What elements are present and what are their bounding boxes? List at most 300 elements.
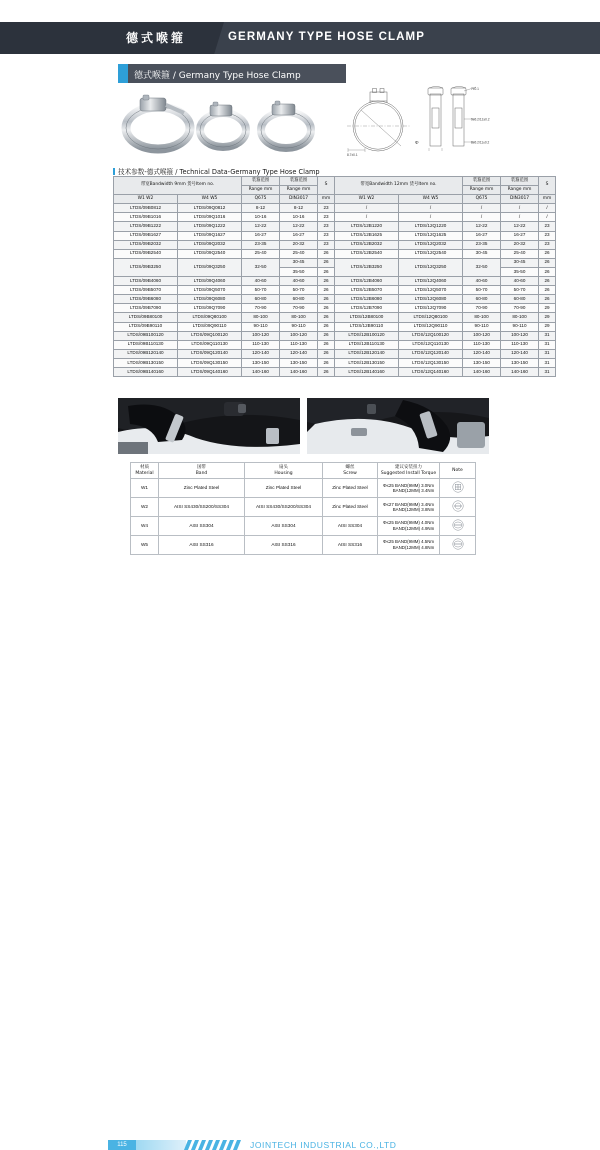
spec-cell-r-s: 26	[539, 258, 556, 267]
spec-head-q675-right: Q675	[463, 195, 501, 204]
spec-cell-l-s: 26	[318, 349, 335, 358]
spec-cell-r-w45: LTDS/12Q4060	[399, 277, 463, 286]
spec-cell-l-w45: LTDS/09Q2540	[178, 249, 242, 258]
spec-cell-r-s: /	[539, 204, 556, 213]
spec-cell-r-s2: 26	[539, 267, 556, 276]
spec-cell-r-q: 23-35	[463, 240, 501, 249]
spec-cell-r-s: 29	[539, 322, 556, 331]
material-cell-housing: AISI SS304	[245, 517, 323, 536]
material-head-housing	[245, 463, 323, 479]
drawing-dimension-labels	[347, 87, 490, 157]
application-photo-row	[118, 398, 487, 454]
spec-head-q675-left: Q675	[242, 195, 280, 204]
spec-cell-l-d: 140-160	[280, 367, 318, 376]
material-head-band-cn: 国带	[197, 465, 206, 470]
spec-cell-r-d: /	[501, 204, 539, 213]
spec-cell-l-d: 100-120	[280, 331, 318, 340]
spec-table-row	[114, 231, 556, 240]
spec-cell-r-w12: /	[335, 213, 399, 222]
spec-cell-l-d: 20-32	[280, 240, 318, 249]
spec-cell-r-q: 16-27	[463, 231, 501, 240]
spec-cell-r-s: 26	[539, 286, 556, 295]
spec-cell-r-w12: LTDS/12B5070	[335, 286, 399, 295]
spec-cell-r-d: 60-80	[501, 295, 539, 304]
spec-cell-l-d: 30-45	[280, 258, 318, 267]
spec-cell-r-s: 31	[539, 358, 556, 367]
spec-cell-l-w12: LTDS/09B6080	[114, 295, 178, 304]
material-cell-grade: W1	[131, 479, 159, 498]
spec-cell-r-s: 26	[539, 249, 556, 258]
spec-cell-r-s: 23	[539, 240, 556, 249]
hose-clamp-photos	[118, 88, 328, 158]
material-head-band-en: Band	[195, 470, 208, 476]
spec-cell-l-d: 70-90	[280, 304, 318, 313]
spec-cell-r-w45: LTDS/12Q2540	[399, 249, 463, 258]
spec-cell-r-q: 90-110	[463, 322, 501, 331]
spec-cell-l-w12: LTDS/09B120140	[114, 349, 178, 358]
footer-slash-decoration	[186, 1140, 244, 1150]
spec-cell-l-w12: LTDS/09B1222	[114, 222, 178, 231]
spec-cell-r-w12: LTDS/12B6080	[335, 295, 399, 304]
spec-cell-r-w45: LTDS/12Q2032	[399, 240, 463, 249]
technical-data-caption	[113, 166, 320, 176]
spec-cell-l-q: 10-16	[242, 213, 280, 222]
spec-cell-r-q: 32-50	[463, 258, 501, 276]
spec-cell-r-w12: LTDS/12B3250	[335, 258, 399, 276]
spec-cell-l-d: 10-16	[280, 213, 318, 222]
spec-cell-l-q: 23-35	[242, 240, 280, 249]
spec-cell-r-d2: 35-50	[501, 267, 539, 276]
dim-label-1: Φ	[415, 140, 419, 145]
spec-head-w1w2-left: W1 W2	[114, 195, 178, 204]
section-accent-marker	[118, 64, 128, 83]
spec-table-row	[114, 213, 556, 222]
spec-cell-l-w45: LTDS/09Q2032	[178, 240, 242, 249]
material-cell-torque	[378, 479, 440, 498]
page-header-bar	[0, 22, 600, 54]
spec-cell-r-d: 130-150	[501, 358, 539, 367]
spec-cell-r-s: 23	[539, 231, 556, 240]
spec-cell-l-w45: LTDS/09Q1016	[178, 213, 242, 222]
spec-cell-l-s: 26	[318, 322, 335, 331]
material-head-material	[131, 463, 159, 479]
material-cell-torque	[378, 498, 440, 517]
torque-line-2: BAND(12MM) 3.4Nm	[392, 488, 435, 494]
spec-cell-l-s: 23	[318, 222, 335, 231]
spec-cell-r-w45: LTDS/12Q5070	[399, 286, 463, 295]
spec-cell-r-s: 29	[539, 304, 556, 313]
spec-cell-l-q: 60-80	[242, 295, 280, 304]
spec-cell-r-w45: LTDS/12Q140160	[399, 367, 463, 376]
spec-cell-l-w45: LTDS/09Q1222	[178, 222, 242, 231]
spec-table-row	[114, 304, 556, 313]
spec-cell-l-q: 130-150	[242, 358, 280, 367]
spec-cell-l-s: 23	[318, 240, 335, 249]
clamp-dimension-drawing	[345, 86, 495, 160]
spec-group-left: 带宽Bandwidth 9mm 货号Item no.	[114, 177, 242, 195]
spec-cell-l-d: 40-60	[280, 277, 318, 286]
spec-cell-l-q: 140-160	[242, 367, 280, 376]
material-head-housing-en: Housing	[274, 470, 293, 476]
spec-cell-r-w45: /	[399, 204, 463, 213]
material-table-row	[131, 479, 476, 498]
spec-cell-l-d: 60-80	[280, 295, 318, 304]
material-cell-band: AISI SS304	[159, 517, 245, 536]
spec-table-row	[114, 322, 556, 331]
spec-cell-l-d: 25-40	[280, 249, 318, 258]
spec-cell-l-w12: LTDS/09B2540	[114, 249, 178, 258]
spec-cell-r-w45: LTDS/12Q100120	[399, 331, 463, 340]
torque-line-2: BAND(12MM) 3.8Nm	[392, 507, 435, 513]
spec-table-row	[114, 277, 556, 286]
spec-head-din-right: DIN3017	[501, 195, 539, 204]
spec-cell-r-s: 29	[539, 313, 556, 322]
spec-cell-r-w12: LTDS/12B100120	[335, 331, 399, 340]
spec-cell-l-s: 26	[318, 277, 335, 286]
torque-line-2: BAND(12MM) 4.9Nm	[392, 525, 435, 531]
spec-cell-l-w45: LTDS/09Q110130	[178, 340, 242, 349]
material-cell-grade: W5	[131, 535, 159, 554]
material-cell-note	[440, 517, 476, 536]
material-head-housing-cn: 扇头	[279, 465, 288, 470]
spec-cell-l-s: 26	[318, 286, 335, 295]
spec-cell-l-s: 26	[318, 258, 335, 267]
spec-cell-r-q: /	[463, 204, 501, 213]
spec-cell-l-q: 70-90	[242, 304, 280, 313]
material-head-material-en: Material	[135, 470, 154, 476]
dim-label-3: 9±0.2/12±0.2	[471, 117, 490, 122]
spec-cell-r-d: /	[501, 213, 539, 222]
spec-cell-l-d: 50-70	[280, 286, 318, 295]
section-title-bar	[118, 64, 346, 83]
spec-cell-r-w45: LTDS/12Q130150	[399, 358, 463, 367]
material-cell-screw: Zinc Plated Steel	[323, 479, 378, 498]
spec-cell-l-w12: LTDS/09B100120	[114, 331, 178, 340]
spec-cell-r-s: 31	[539, 367, 556, 376]
material-head-screw-en: Screw	[343, 470, 357, 476]
material-table-body	[131, 479, 476, 555]
spec-cell-r-d: 80-100	[501, 313, 539, 322]
spec-cell-r-s: /	[539, 213, 556, 222]
spec-cell-l-w12: LTDS/09B4060	[114, 277, 178, 286]
spec-table-row	[114, 204, 556, 213]
spec-cell-r-d: 25-40	[501, 249, 539, 258]
spec-cell-r-w12: LTDS/12B90110	[335, 322, 399, 331]
spec-cell-l-q: 50-70	[242, 286, 280, 295]
torque-line-1: Φ≤25 BAND(9MM) 3.0Nm	[382, 482, 435, 488]
dim-label-0: 8.7±0.1	[347, 153, 358, 157]
material-head-note: Note	[440, 463, 476, 479]
material-head-torque-en: Suggested Install Torque	[380, 470, 437, 476]
spec-table-head	[114, 177, 556, 204]
material-table	[130, 462, 476, 555]
spec-cell-r-w45: LTDS/12Q90110	[399, 322, 463, 331]
screw-head-icon-3	[452, 519, 464, 531]
clamp-photo-3	[261, 101, 311, 148]
spec-cell-r-w45: LTDS/12Q7090	[399, 304, 463, 313]
spec-cell-r-w12: LTDS/12B2032	[335, 240, 399, 249]
spec-cell-r-d: 40-60	[501, 277, 539, 286]
material-head-band	[159, 463, 245, 479]
spec-cell-l-q: 16-27	[242, 231, 280, 240]
spec-cell-l-w12: LTDS/09B7090	[114, 304, 178, 313]
spec-cell-r-w12: LTDS/12B7090	[335, 304, 399, 313]
material-cell-housing: AISI SS316	[245, 535, 323, 554]
dim-label-2: 7±0.1	[471, 87, 479, 91]
spec-cell-r-w45: LTDS/12Q3250	[399, 258, 463, 276]
spec-head-w1w2-right: W1 W2	[335, 195, 399, 204]
spec-cell-r-q: 80-100	[463, 313, 501, 322]
spec-cell-l-s: 26	[318, 249, 335, 258]
page-footer	[0, 568, 600, 1150]
spec-cell-r-d: 12-22	[501, 222, 539, 231]
material-head-torque	[378, 463, 440, 479]
spec-cell-r-w12: LTDS/12B120140	[335, 349, 399, 358]
spec-cell-l-d: 110-130	[280, 340, 318, 349]
spec-cell-l-w45: LTDS/09Q5070	[178, 286, 242, 295]
spec-cell-l-w12: LTDS/09B130150	[114, 358, 178, 367]
spec-cell-r-w12: LTDS/12B110130	[335, 340, 399, 349]
spec-table-row	[114, 331, 556, 340]
spec-cell-l-s: 26	[318, 331, 335, 340]
spec-cell-l-w45: LTDS/09Q100120	[178, 331, 242, 340]
spec-cell-l-w12: LTDS/09B2032	[114, 240, 178, 249]
spec-table-row	[114, 358, 556, 367]
spec-cell-l-d2: 35-50	[280, 267, 318, 276]
spec-cell-r-q: 50-70	[463, 286, 501, 295]
material-cell-band: Zinc Plated Steel	[159, 479, 245, 498]
header-wedge-shape	[196, 22, 224, 54]
material-table-head	[131, 463, 476, 479]
spec-cell-r-w12: /	[335, 204, 399, 213]
spec-cell-l-w12: LTDS/09B90110	[114, 322, 178, 331]
material-cell-band: AISI SS430/SS200/SS304	[159, 498, 245, 517]
material-cell-band: AISI SS316	[159, 535, 245, 554]
material-cell-note	[440, 535, 476, 554]
spec-cell-r-d: 100-120	[501, 331, 539, 340]
torque-line-1: Φ≤27 BAND(9MM) 3.4Nm	[382, 501, 435, 507]
spec-cell-l-w45: LTDS/09Q130150	[178, 358, 242, 367]
spec-cell-l-d: 130-150	[280, 358, 318, 367]
spec-cell-l-w12: LTDS/09B140160	[114, 367, 178, 376]
spec-cell-r-d: 16-27	[501, 231, 539, 240]
spec-cell-l-q: 25-40	[242, 249, 280, 258]
material-table-row	[131, 535, 476, 554]
spec-table-row	[114, 349, 556, 358]
technical-data-caption-text: 技术参数-德式喉箍 / Technical Data-Germany Type Hose Clamp	[118, 168, 320, 176]
specification-table	[113, 176, 556, 377]
spec-cell-l-w45: LTDS/09Q7090	[178, 304, 242, 313]
spec-cell-l-w45: LTDS/09Q3250	[178, 258, 242, 276]
spec-cell-r-w45: /	[399, 213, 463, 222]
spec-cell-l-w45: LTDS/09Q120140	[178, 349, 242, 358]
material-head-torque-cn: 建议安装扭力	[395, 465, 422, 470]
spec-cell-r-w12: LTDS/12B1625	[335, 231, 399, 240]
spec-table-row	[114, 222, 556, 231]
footer-slash	[233, 1140, 241, 1150]
spec-cell-l-w45: LTDS/09Q6080	[178, 295, 242, 304]
spec-cell-l-s: 26	[318, 367, 335, 376]
spec-cell-r-d: 70-90	[501, 304, 539, 313]
spec-table-row	[114, 367, 556, 376]
application-photo-2	[307, 398, 489, 454]
spec-cell-r-s: 26	[539, 277, 556, 286]
spec-header-row-3	[114, 195, 556, 204]
spec-cell-r-s: 31	[539, 340, 556, 349]
spec-table-row	[114, 249, 556, 258]
spec-cell-l-s: 26	[318, 304, 335, 313]
footer-company-name: JOINTECH INDUSTRIAL CO.,LTD	[250, 1140, 397, 1150]
screw-head-icon-2	[452, 500, 464, 512]
material-table-row	[131, 498, 476, 517]
material-header-row	[131, 463, 476, 479]
section-title-text: 德式喉箍 / Germany Type Hose Clamp	[134, 71, 301, 81]
spec-head-rangemm-2: Range mm	[280, 186, 318, 195]
spec-cell-r-q: 40-60	[463, 277, 501, 286]
spec-head-s-right: S	[539, 177, 556, 195]
material-cell-torque	[378, 535, 440, 554]
engine-bay-photo-1	[118, 398, 300, 454]
spec-table-row	[114, 258, 556, 267]
spec-cell-r-s: 23	[539, 222, 556, 231]
spec-cell-r-q: 70-90	[463, 304, 501, 313]
spec-cell-l-d: 12-22	[280, 222, 318, 231]
spec-group-right: 带宽Bandwidth 12mm 货号Item no.	[335, 177, 463, 195]
engine-bay-photo-2	[307, 398, 489, 454]
footer-gradient-bar	[136, 1140, 186, 1150]
spec-cell-l-w12: LTDS/09B110130	[114, 340, 178, 349]
torque-line-1: Φ≤25 BAND(9MM) 4.0Nm	[382, 520, 435, 526]
spec-cell-r-w12: LTDS/12B130150	[335, 358, 399, 367]
spec-cell-l-w12: LTDS/09B1016	[114, 213, 178, 222]
spec-cell-r-w45: LTDS/12Q6080	[399, 295, 463, 304]
spec-cell-r-w45: LTDS/12Q80100	[399, 313, 463, 322]
material-head-screw-cn: 螺丝	[345, 465, 355, 470]
material-cell-grade: W2	[131, 498, 159, 517]
spec-cell-r-q: 130-150	[463, 358, 501, 367]
spec-cell-r-w12: LTDS/12B2540	[335, 249, 399, 258]
spec-cell-l-w12: LTDS/09B1627	[114, 231, 178, 240]
material-cell-note	[440, 479, 476, 498]
spec-head-w4w5-left: W4 W5	[178, 195, 242, 204]
page-number: 115	[108, 1140, 136, 1150]
spec-table-row	[114, 295, 556, 304]
spec-cell-r-w12: LTDS/12B140160	[335, 367, 399, 376]
spec-table-body	[114, 204, 556, 377]
spec-header-row-1	[114, 177, 556, 186]
spec-cell-r-w45: LTDS/12Q1625	[399, 231, 463, 240]
technical-drawing	[345, 86, 495, 160]
spec-cell-l-q: 12-22	[242, 222, 280, 231]
spec-head-rangemm-3: Range mm	[463, 186, 501, 195]
spec-cell-l-s: 23	[318, 231, 335, 240]
material-table-row	[131, 517, 476, 536]
spec-head-mm-left: mm	[318, 195, 335, 204]
material-cell-grade: W4	[131, 517, 159, 536]
header-title-en: GERMANY TYPE HOSE CLAMP	[228, 31, 425, 43]
spec-head-w4w5-right: W4 W5	[399, 195, 463, 204]
spec-cell-l-w45: LTDS/09Q4060	[178, 277, 242, 286]
spec-cell-l-d: 120-140	[280, 349, 318, 358]
spec-cell-l-q: 110-130	[242, 340, 280, 349]
spec-cell-r-q: /	[463, 213, 501, 222]
spec-cell-r-w12: LTDS/12B1220	[335, 222, 399, 231]
torque-line-1: Φ≤25 BAND(9MM) 4.5Nm	[382, 539, 435, 545]
spec-cell-r-q: 140-160	[463, 367, 501, 376]
spec-cell-r-d: 20-32	[501, 240, 539, 249]
material-cell-housing: Zinc Plated Steel	[245, 479, 323, 498]
spec-cell-r-d: 140-160	[501, 367, 539, 376]
spec-cell-r-w12: LTDS/12B80100	[335, 313, 399, 322]
dim-label-4: 8±0.2/11±0.2	[471, 140, 490, 145]
spec-cell-r-q: 120-140	[463, 349, 501, 358]
spec-cell-l-q: 80-100	[242, 313, 280, 322]
spec-cell-l-w45: LTDS/09Q80100	[178, 313, 242, 322]
spec-cell-r-w45: LTDS/12Q110130	[399, 340, 463, 349]
spec-cell-r-q: 110-130	[463, 340, 501, 349]
spec-cell-l-d: 90-110	[280, 322, 318, 331]
spec-cell-l-q: 90-110	[242, 322, 280, 331]
spec-cell-r-s: 31	[539, 331, 556, 340]
material-cell-screw: AISI SS316	[323, 535, 378, 554]
material-cell-note	[440, 498, 476, 517]
spec-cell-l-s: 26	[318, 340, 335, 349]
spec-cell-l-d: 80-100	[280, 313, 318, 322]
spec-cell-r-d: 50-70	[501, 286, 539, 295]
spec-cell-l-w12: LTDS/09B3250	[114, 258, 178, 276]
spec-cell-r-s: 26	[539, 295, 556, 304]
clamp-photo-2	[200, 102, 246, 147]
spec-head-range-1: 装箍范围	[242, 177, 280, 186]
spec-head-mm-right: mm	[539, 195, 556, 204]
screw-head-icon-4	[452, 538, 464, 550]
spec-table-row	[114, 286, 556, 295]
spec-cell-l-s: 26	[318, 358, 335, 367]
spec-cell-l-q: 100-120	[242, 331, 280, 340]
spec-cell-r-q: 100-120	[463, 331, 501, 340]
material-cell-screw: Zinc Plated Steel	[323, 498, 378, 517]
spec-cell-l-d: 8-12	[280, 204, 318, 213]
spec-cell-r-d: 30-45	[501, 258, 539, 267]
application-photo-1	[118, 398, 300, 454]
spec-head-rangemm-4: Range mm	[501, 186, 539, 195]
spec-head-range-4: 装箍范围	[501, 177, 539, 186]
spec-cell-r-s: 31	[539, 349, 556, 358]
spec-cell-l-w45: LTDS/09Q90110	[178, 322, 242, 331]
spec-table-row	[114, 240, 556, 249]
spec-cell-r-d: 110-130	[501, 340, 539, 349]
product-photo-strip	[118, 88, 328, 158]
header-title-cn: 德式喉箍	[126, 31, 187, 45]
spec-cell-l-w12: LTDS/09B0812	[114, 204, 178, 213]
spec-head-range-2: 装箍范围	[280, 177, 318, 186]
spec-cell-l-s: 26	[318, 313, 335, 322]
screw-head-icon-1	[452, 481, 464, 493]
spec-cell-l-q: 8-12	[242, 204, 280, 213]
material-head-material-cn: 材质	[140, 465, 149, 470]
clamp-photo-1	[126, 95, 190, 149]
spec-head-rangemm-1: Range mm	[242, 186, 280, 195]
spec-cell-r-w45: LTDS/12Q120140	[399, 349, 463, 358]
spec-cell-l-s: 23	[318, 213, 335, 222]
spec-cell-l-w45: LTDS/09Q1627	[178, 231, 242, 240]
spec-cell-l-d: 16-27	[280, 231, 318, 240]
spec-cell-l-w45: LTDS/09Q0812	[178, 204, 242, 213]
spec-cell-l-q: 40-60	[242, 277, 280, 286]
spec-head-din-left: DIN3017	[280, 195, 318, 204]
torque-line-2: BAND(12MM) 4.8Nm	[392, 544, 435, 550]
material-head-screw	[323, 463, 378, 479]
